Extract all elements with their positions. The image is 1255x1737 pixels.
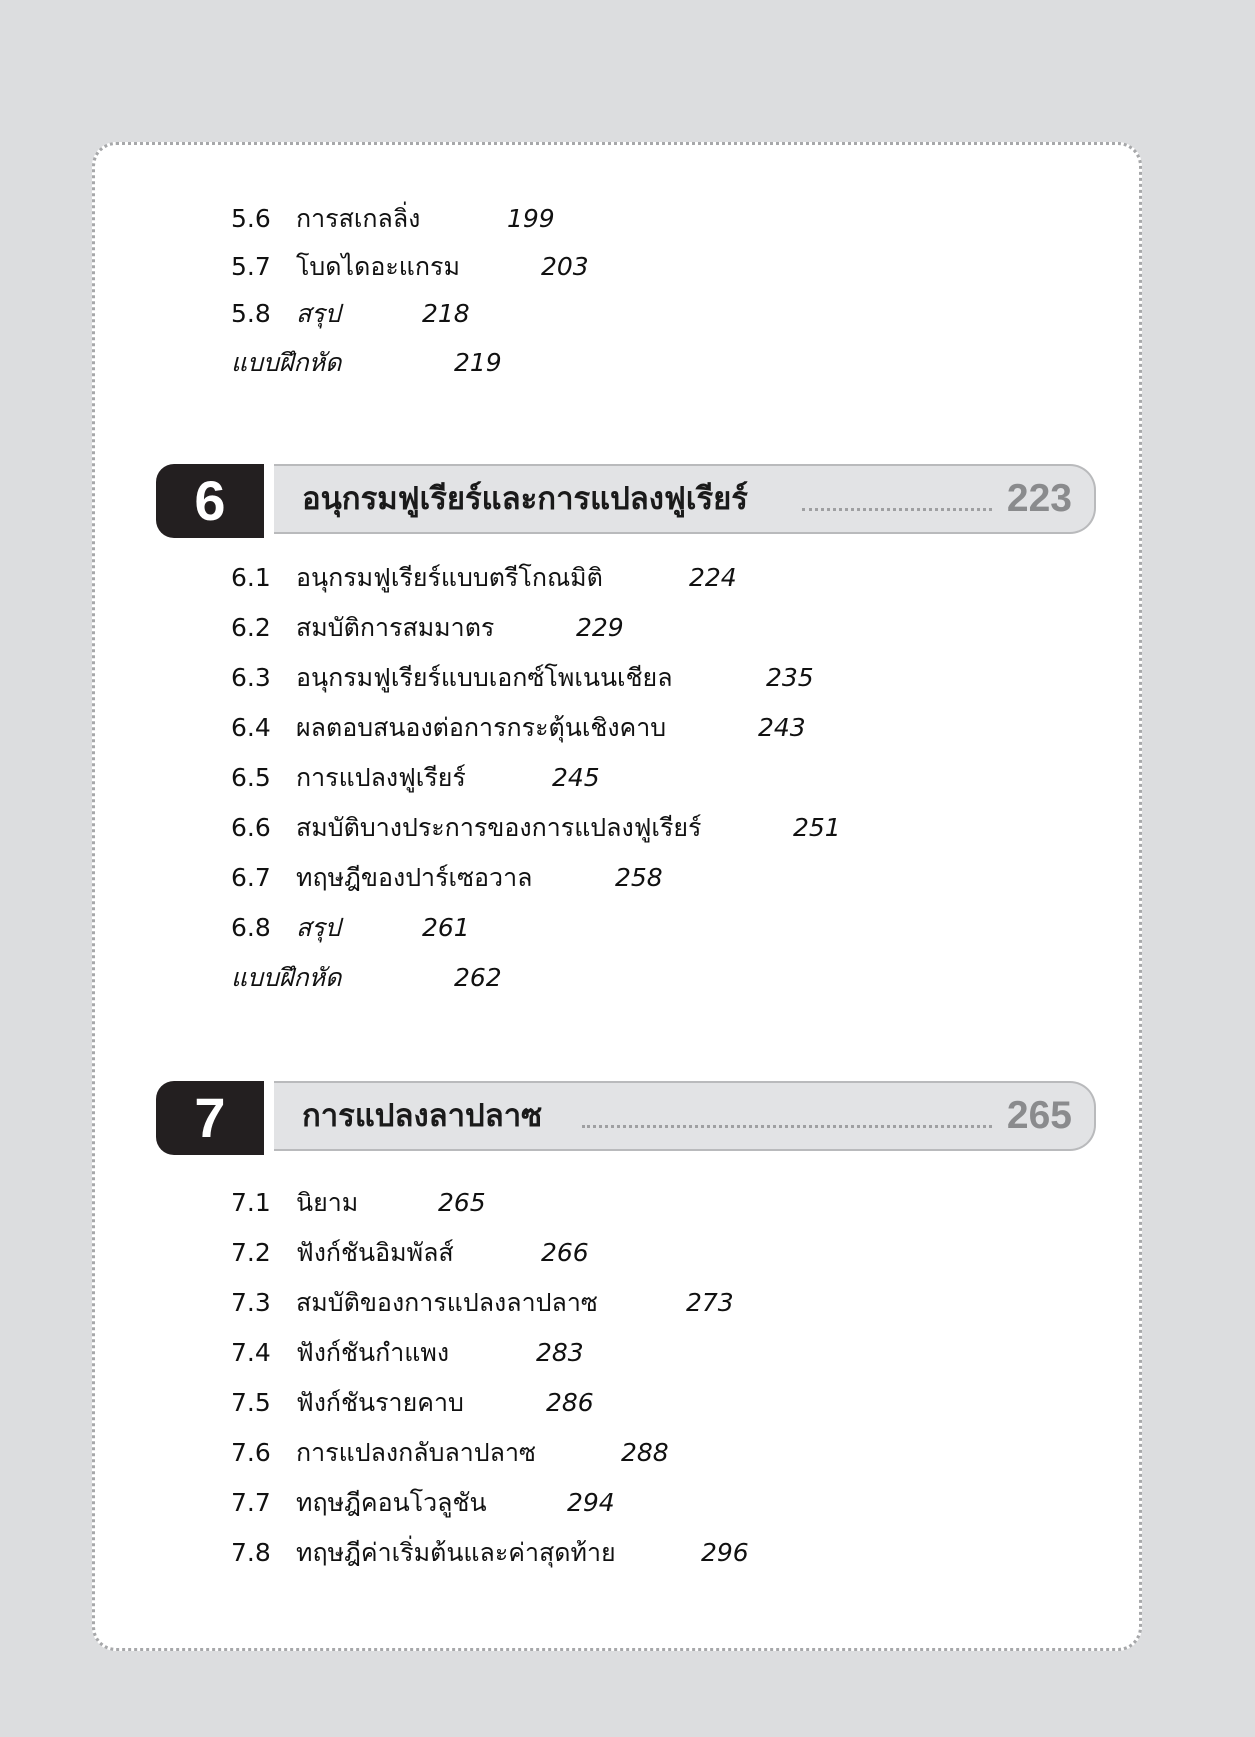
page-number: 245	[552, 763, 600, 792]
chapter-heading-bar	[274, 464, 1096, 534]
section-title: สรุป	[296, 299, 341, 328]
section-title: ฟังก์ชันอิมพัลส์	[296, 1238, 454, 1267]
chapter-page-number: 223	[1006, 477, 1072, 520]
page-number: 203	[541, 252, 589, 281]
section-number: 7.2	[231, 1238, 271, 1267]
section-title: ฟังก์ชันรายคาบ	[296, 1388, 464, 1417]
chapter-number-badge: 6	[156, 464, 264, 538]
section-number: 6.1	[231, 563, 271, 592]
section-title: อนุกรมฟูเรียร์แบบเอกซ์โพเนนเชียล	[296, 663, 673, 692]
section-number: 7.6	[231, 1438, 271, 1467]
page-number: 235	[766, 663, 814, 692]
page-number: 251	[793, 813, 841, 842]
page-number: 286	[546, 1388, 594, 1417]
section-number: 6.6	[231, 813, 271, 842]
chapter-heading-bar	[274, 1081, 1096, 1151]
page-number: 288	[621, 1438, 669, 1467]
page-number: 261	[422, 913, 470, 942]
section-number: 7.8	[231, 1538, 271, 1567]
page-number: 224	[689, 563, 737, 592]
page-number: 199	[507, 204, 555, 233]
page-number: 296	[701, 1538, 749, 1567]
section-title: ผลตอบสนองต่อการกระตุ้นเชิงคาบ	[296, 713, 667, 742]
page-number: 273	[686, 1288, 734, 1317]
section-number: 6.3	[231, 663, 271, 692]
page-number: 258	[615, 863, 663, 892]
section-title: แบบฝึกหัด	[231, 348, 342, 377]
section-number: 6.4	[231, 713, 271, 742]
section-title: สมบัติการสมมาตร	[296, 613, 495, 642]
section-number: 6.7	[231, 863, 271, 892]
page-number: 218	[422, 299, 470, 328]
page-number: 294	[567, 1488, 615, 1517]
page-number: 283	[536, 1338, 584, 1367]
section-title: ทฤษฎีคอนโวลูชัน	[296, 1488, 487, 1517]
section-title: ฟังก์ชันกำแพง	[296, 1338, 450, 1367]
leader-dots	[582, 1125, 992, 1128]
section-title: การแปลงฟูเรียร์	[296, 763, 466, 792]
section-number: 5.7	[231, 252, 271, 281]
chapter-title: อนุกรมฟูเรียร์และการแปลงฟูเรียร์	[302, 481, 748, 517]
section-number: 7.5	[231, 1388, 271, 1417]
section-title: ทฤษฎีของปาร์เซอวาล	[296, 863, 533, 892]
page-number: 265	[438, 1188, 486, 1217]
leader-dots	[802, 508, 992, 511]
section-title: สมบัติบางประการของการแปลงฟูเรียร์	[296, 813, 702, 842]
section-title: นิยาม	[296, 1188, 359, 1217]
page-number: 219	[454, 348, 502, 377]
page-number: 243	[758, 713, 806, 742]
section-number: 6.5	[231, 763, 271, 792]
section-title: สรุป	[296, 913, 341, 942]
section-number: 6.2	[231, 613, 271, 642]
page-number: 229	[576, 613, 624, 642]
section-number: 7.4	[231, 1338, 271, 1367]
section-title: การแปลงกลับลาปลาซ	[296, 1438, 536, 1467]
section-title: การสเกลลิ่ง	[296, 204, 421, 233]
section-title: อนุกรมฟูเรียร์แบบตรีโกณมิติ	[296, 563, 603, 592]
section-title: แบบฝึกหัด	[231, 963, 342, 992]
page-number: 266	[541, 1238, 589, 1267]
chapter-number-badge: 7	[156, 1081, 264, 1155]
section-number: 7.7	[231, 1488, 271, 1517]
section-number: 5.8	[231, 299, 271, 328]
chapter-page-number: 265	[1006, 1094, 1072, 1137]
section-title: ทฤษฎีค่าเริ่มต้นและค่าสุดท้าย	[296, 1538, 616, 1567]
page-number: 262	[454, 963, 502, 992]
section-title: โบดไดอะแกรม	[296, 252, 460, 281]
section-title: สมบัติของการแปลงลาปลาซ	[296, 1288, 598, 1317]
section-number: 7.1	[231, 1188, 271, 1217]
section-number: 5.6	[231, 204, 271, 233]
section-number: 6.8	[231, 913, 271, 942]
section-number: 7.3	[231, 1288, 271, 1317]
chapter-title: การแปลงลาปลาซ	[302, 1098, 543, 1134]
